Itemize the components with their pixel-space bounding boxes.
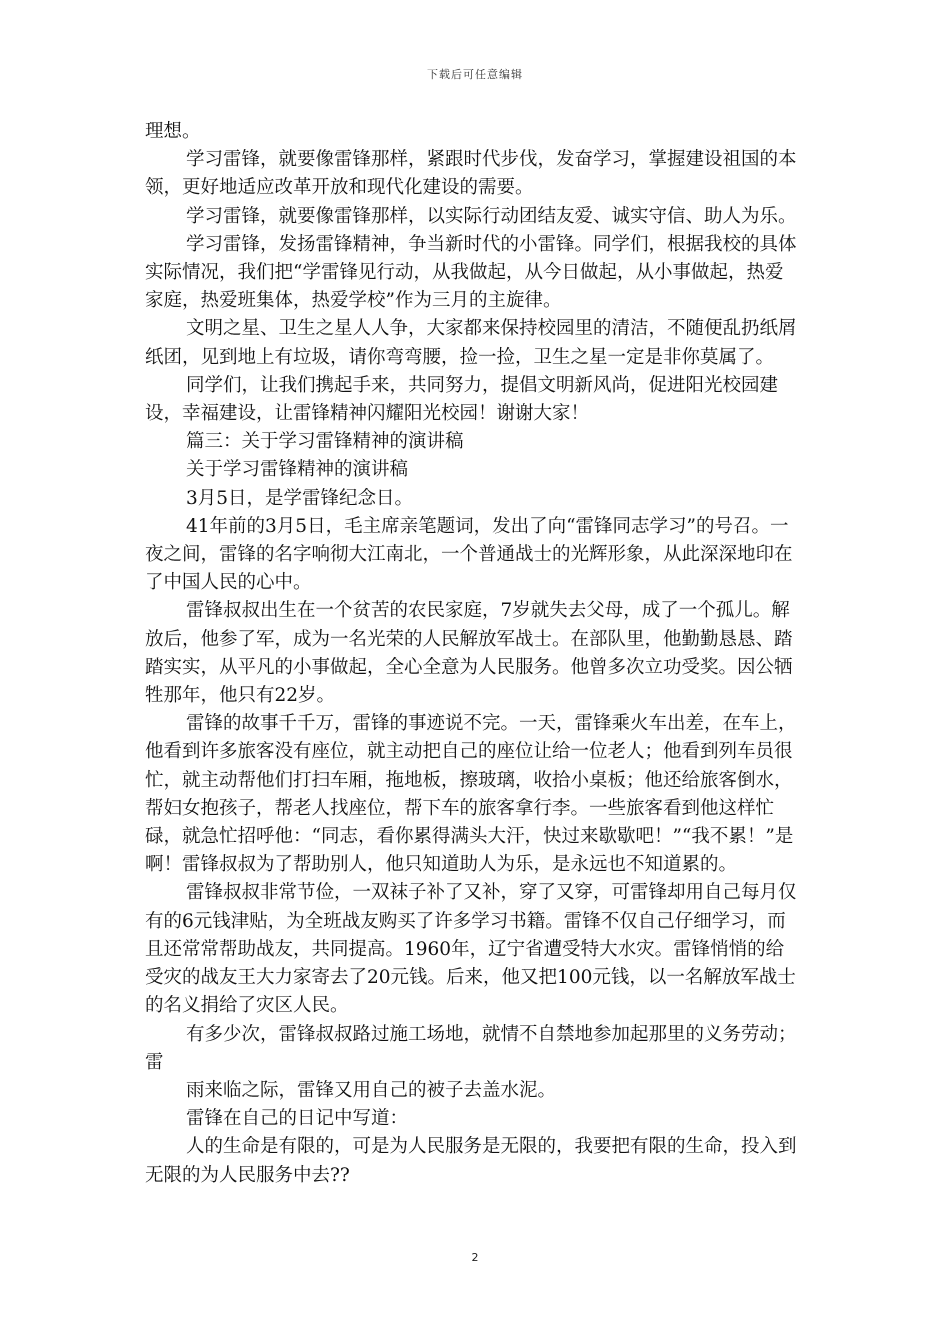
paragraph: 学习雷锋，发扬雷锋精神，争当新时代的小雷锋。同学们，根据我校的具体实际情况，我们把“学雷锋见行动，从我做起，从今日做起，从小事做起，热爱家庭，热爱班集体，热爱学校”作为三月的主旋律。 xyxy=(145,233,797,312)
paragraph: 3月5日，是学雷锋纪念日。 xyxy=(186,487,414,509)
document-body xyxy=(145,118,800,1190)
speech-title: 关于学习雷锋精神的演讲稿 xyxy=(186,459,409,481)
paragraph: 雷锋在自己的日记中写道： xyxy=(186,1108,409,1130)
paragraph: 有多少次，雷锋叔叔路过施工场地，就情不自禁地参加起那里的义务劳动；雷 xyxy=(145,1023,797,1073)
paragraph: 理想。 xyxy=(145,121,201,142)
section-heading: 篇三：关于学习雷锋精神的演讲稿 xyxy=(186,431,464,453)
paragraph: 人的生命是有限的，可是为人民服务是无限的，我要把有限的生命，投入到无限的为人民服务中去?? xyxy=(145,1136,797,1186)
paragraph: 雷锋叔叔出生在一个贫苦的农民家庭，7岁就失去父母，成了一个孤儿。解放后，他参了军，成为一名光荣的人民解放军战士。在部队里，他勤勤恳恳、踏踏实实，从平凡的小事做起，全心全意为人民服务。他曾多次立功受奖。因公牺牲那年，他只有22岁。 xyxy=(145,600,793,707)
paragraph: 雷锋的故事千千万，雷锋的事迹说不完。一天，雷锋乘火车出差，在车上，他看到许多旅客没有座位，就主动把自己的座位让给一位老人；他看到列车员很忙，就主动帮他们打扫车厢，拖地板，擦玻璃，收拾小桌板；他还给旅客倒水，帮妇女抱孩子，帮老人找座位，帮下车的旅客拿行李。一些旅客看到他这样忙碌，就急忙招呼他：“同志，看你累得满头大汗，快过来歇歇吧！”“我不累！”是啊！雷锋叔叔为了帮助别人，他只知道助人为乐，是永远也不知道累的。 xyxy=(145,713,797,876)
page-header: 下载后可任意编辑 xyxy=(427,68,523,81)
paragraph: 雨来临之际，雷锋又用自己的被子去盖水泥。 xyxy=(186,1079,557,1101)
paragraph: 雷锋叔叔非常节俭，一双袜子补了又补，穿了又穿，可雷锋却用自己每月仅有的6元钱津贴，为全班战友购买了许多学习书籍。雷锋不仅自己仔细学习，而且还常常帮助战友，共同提高。1960年，辽宁省遭受特大水灾。雷锋悄悄的给受灾的战友王大力家寄去了20元钱。后来，他又把100元钱，以一名解放军战士的名义捐给了灾区人民。 xyxy=(145,882,797,1017)
paragraph: 41年前的3月5日，毛主席亲笔题词，发出了向“雷锋同志学习”的号召。一夜之间，雷锋的名字响彻大江南北，一个普通战士的光辉形象，从此深深地印在了中国人民的心中。 xyxy=(145,515,793,594)
paragraph: 文明之星、卫生之星人人争，大家都来保持校园里的清洁，不随便乱扔纸屑纸团，见到地上有垃圾，请你弯弯腰，捡一捡，卫生之星一定是非你莫属了。 xyxy=(145,318,797,368)
paragraph: 学习雷锋，就要像雷锋那样，以实际行动团结友爱、诚实守信、助人为乐。 xyxy=(186,205,797,227)
paragraph: 学习雷锋，就要像雷锋那样，紧跟时代步伐，发奋学习，掌握建设祖国的本领，更好地适应改革开放和现代化建设的需要。 xyxy=(145,149,797,199)
page-number: 2 xyxy=(471,1251,479,1264)
paragraph: 同学们，让我们携起手来，共同努力，提倡文明新风尚，促进阳光校园建设，幸福建设，让雷锋精神闪耀阳光校园！谢谢大家！ xyxy=(145,374,779,425)
